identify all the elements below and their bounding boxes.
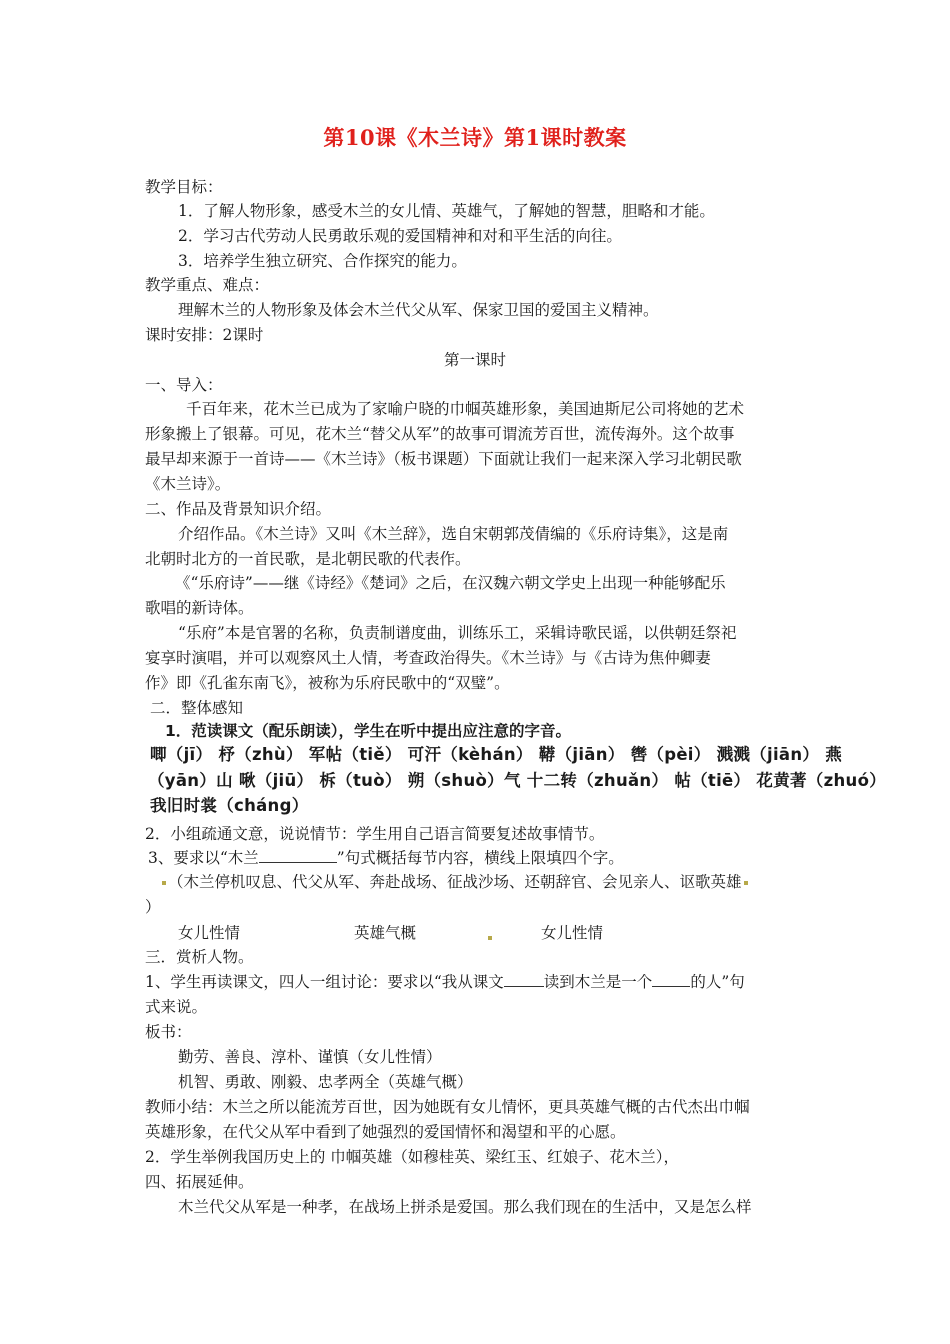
overall-task-1: 1．范读课文（配乐朗读），学生在听中提出应注意的字音。 bbox=[165, 722, 572, 740]
key-points-heading: 教学重点、难点： bbox=[145, 276, 270, 294]
board-item-2: 机智、勇敢、刚毅、忠孝两全（英雄气概） bbox=[178, 1073, 473, 1091]
key-points-text: 理解木兰的人物形象及体会木兰代父从军、保家卫国的爱国主义精神。 bbox=[178, 301, 659, 319]
overall-task-2: 2．小组疏通文意，说说情节：学生用自己语言简要复述故事情节。 bbox=[145, 825, 605, 843]
mark-dot-icon bbox=[162, 881, 166, 885]
summary-close: ） bbox=[145, 898, 161, 916]
background-p2-line-1: 《“乐府诗”——继《诗经》《楚词》之后，在汉魏六朝文学史上出现一种能够配乐 bbox=[175, 574, 726, 592]
background-p2-line-2: 歌唱的新诗体。 bbox=[145, 599, 254, 617]
lesson-heading: 第一课时 bbox=[443, 351, 506, 369]
fill-in-blank bbox=[259, 848, 337, 863]
intro-heading: 一、导入： bbox=[145, 376, 223, 394]
background-p1-line-1: 介绍作品。《木兰诗》又叫《木兰辞》，选自宋朝郭茂倩编的《乐府诗集》，这是南 bbox=[178, 525, 729, 543]
background-heading: 二、作品及背景知识介绍。 bbox=[145, 500, 332, 518]
overall-task-3 bbox=[148, 847, 624, 869]
teacher-summary-line-1: 教师小结：木兰之所以能流芳百世，因为她既有女儿情怀，更具英雄气概的古代杰出巾帼 bbox=[145, 1098, 750, 1116]
mark-dot-icon bbox=[488, 936, 492, 940]
background-p3-line-1: “乐府”本是官署的名称，负责制谱度曲，训练乐工，采辑诗歌民谣，以供朝廷祭祀 bbox=[178, 624, 737, 642]
background-p1-line-2: 北朝时北方的一首民歌，是北朝民歌的代表作。 bbox=[145, 550, 471, 568]
appreciate-task-1-cont: 式来说。 bbox=[145, 998, 208, 1016]
pinyin-line-3: 我旧时裳（cháng） bbox=[150, 796, 309, 815]
overall-heading: 二．整体感知 bbox=[150, 699, 244, 717]
board-item-1: 勤劳、善良、淳朴、谨慎（女儿性情） bbox=[178, 1048, 442, 1066]
extend-heading: 四、拓展延伸。 bbox=[145, 1173, 254, 1191]
appreciate-task-1 bbox=[145, 971, 745, 993]
board-heading: 板书： bbox=[145, 1023, 192, 1041]
background-p3-line-2: 宴享时演唱，并可以观察风土人情，考查政治得失。《木兰诗》与《古诗为焦仲卿妻 bbox=[145, 649, 711, 667]
task-1-part-a: 1、学生再读课文，四人一组讨论：要求以“我从课文 bbox=[145, 973, 504, 991]
goals-heading: 教学目标： bbox=[145, 178, 223, 196]
schedule: 课时安排：2课时 bbox=[145, 326, 264, 344]
fill-in-blank bbox=[504, 972, 544, 987]
background-p3-line-3: 作》即《孔雀东南飞》，被称为乐府民歌中的“双璧”。 bbox=[145, 674, 510, 692]
appreciate-heading: 三．赏析人物。 bbox=[145, 948, 254, 966]
goal-item-3: 3．培养学生独立研究、合作探究的能力。 bbox=[178, 252, 467, 270]
intro-line-3: 最早却来源于一首诗——《木兰诗》（板书课题）下面就让我们一起来深入学习北朝民歌 bbox=[145, 450, 742, 468]
pinyin-line-1: 唧（jī） 杼（zhù） 军帖（tiě） 可汗（kèhán） 鞯（jiān） 辔（pèi） 溅溅（jiān） 燕 bbox=[150, 745, 843, 764]
fill-in-blank bbox=[652, 972, 690, 987]
task-1-part-b: 读到木兰是一个 bbox=[543, 973, 653, 991]
summary-line bbox=[160, 871, 750, 893]
task-3-prefix: 3、要求以“木兰 bbox=[148, 849, 259, 867]
pinyin-line-2: （yān）山 啾（jiū） 柝（tuò） 朔（shuò）气 十二转（zhuǎn） 帖（tiē） 花黄著（zhuó） bbox=[148, 771, 887, 790]
summary-text: （木兰停机叹息、代父从军、奔赴战场、征战沙场、还朝辞官、会见亲人、讴歌英雄 bbox=[168, 873, 742, 891]
teacher-summary-line-2: 英雄形象，在代父从军中看到了她强烈的爱国情怀和渴望和平的心愿。 bbox=[145, 1123, 626, 1141]
task-3-suffix: ”句式概括每节内容，横线上限填四个字。 bbox=[336, 849, 624, 867]
page-title: 第10课《木兰诗》第1课时教案 bbox=[323, 125, 627, 150]
mark-dot-icon bbox=[744, 881, 748, 885]
task-1-part-c: 的人”句 bbox=[690, 973, 745, 991]
category-2: 英雄气概 bbox=[354, 924, 417, 942]
category-3: 女儿性情 bbox=[541, 924, 604, 942]
category-1: 女儿性情 bbox=[178, 924, 241, 942]
extend-text: 木兰代父从军是一种孝，在战场上拼杀是爱国。那么我们现在的生活中，又是怎么样 bbox=[178, 1198, 752, 1216]
goal-item-1: 1．了解人物形象，感受木兰的女儿情、英雄气，了解她的智慧，胆略和才能。 bbox=[178, 202, 715, 220]
intro-line-1: 千百年来，花木兰已成为了家喻户晓的巾帼英雄形象，美国迪斯尼公司将她的艺术 bbox=[186, 400, 745, 418]
appreciate-task-2: 2．学生举例我国历史上的 巾帼英雄（如穆桂英、梁红玉、红娘子、花木兰）， bbox=[145, 1148, 680, 1166]
intro-line-4: 《木兰诗》。 bbox=[145, 475, 231, 493]
intro-line-2: 形象搬上了银幕。可见，花木兰“替父从军”的故事可谓流芳百世，流传海外。这个故事 bbox=[145, 425, 735, 443]
goal-item-2: 2．学习古代劳动人民勇敢乐观的爱国精神和对和平生活的向往。 bbox=[178, 227, 622, 245]
